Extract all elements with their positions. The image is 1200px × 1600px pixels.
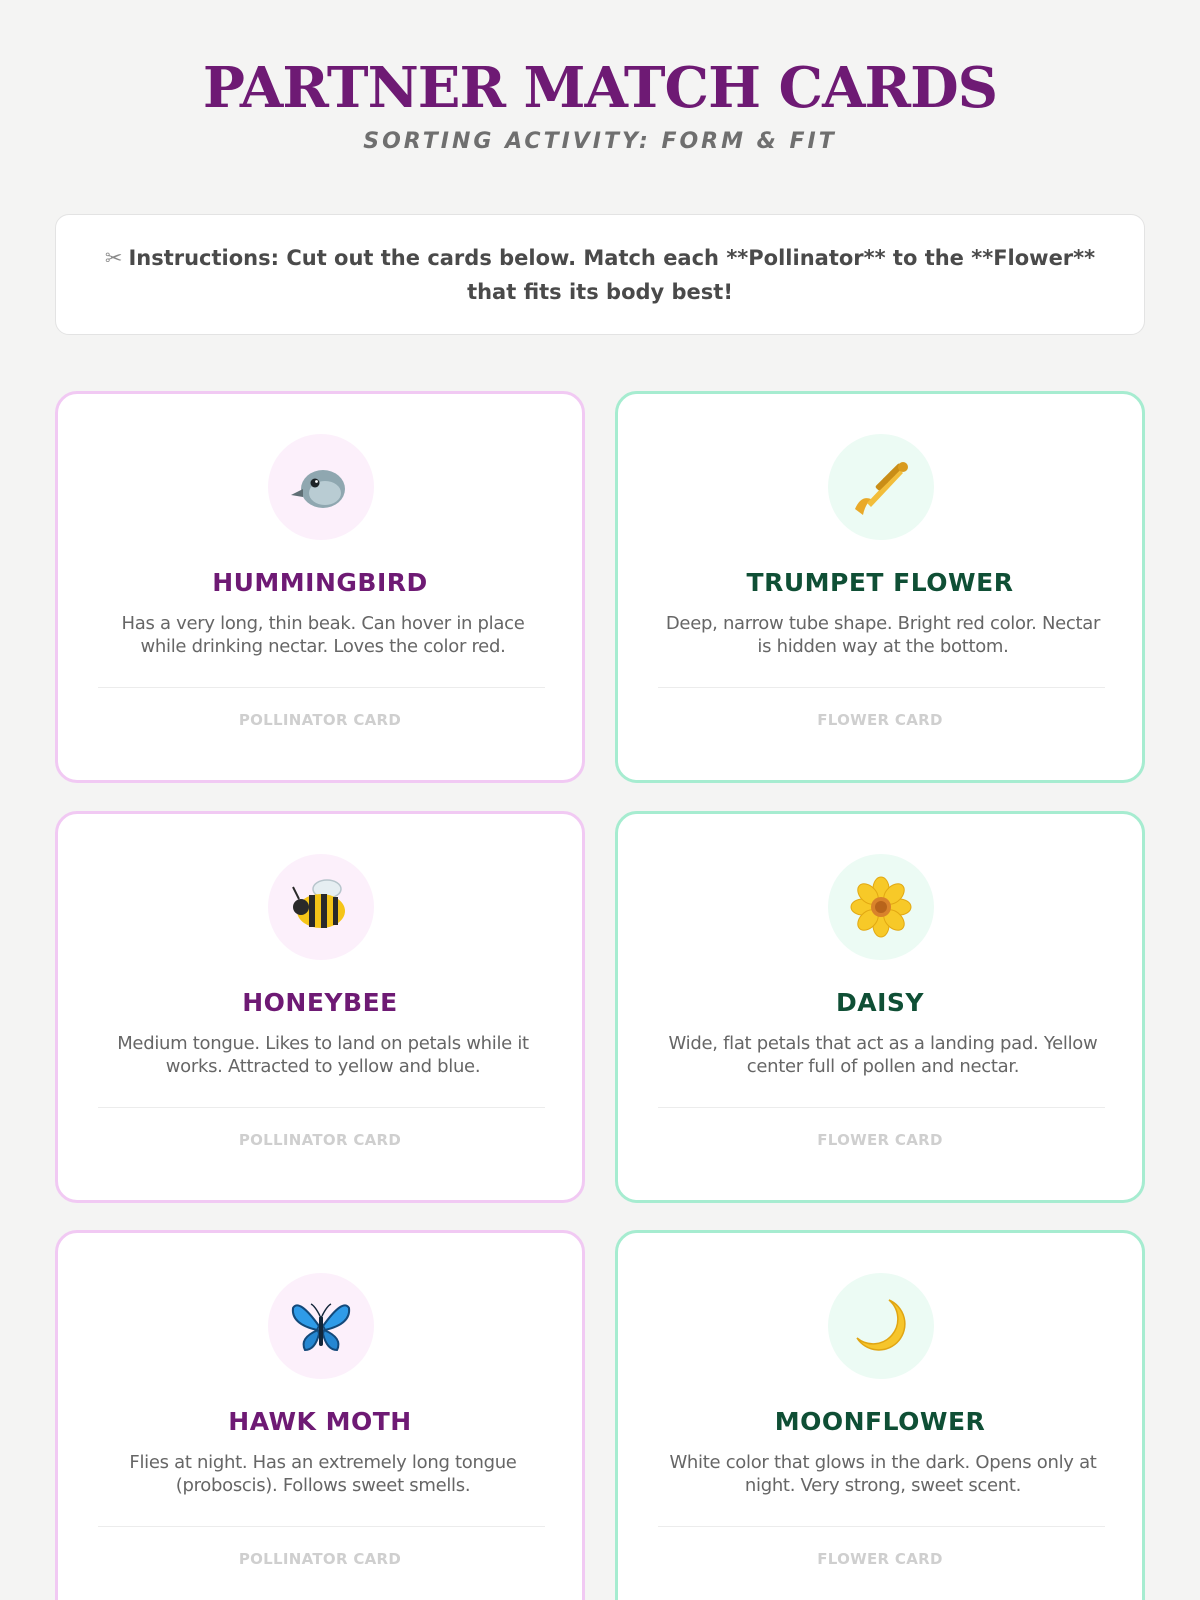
page-title: PARTNER MATCH CARDS	[202, 55, 998, 121]
card-icon-circle	[828, 434, 934, 540]
instructions-box	[55, 214, 1145, 335]
card-description: Deep, narrow tube shape. Bright red color. Nectar is hidden way at the bottom.	[665, 613, 1101, 657]
card-title: TRUMPET FLOWER	[746, 568, 1014, 597]
instructions-text: Instructions: Cut out the cards below. Match each **Pollinator** to the **Flower** that fits its body best!	[128, 245, 1096, 304]
card-type-label: FLOWER CARD	[817, 711, 943, 729]
card-type-label: FLOWER CARD	[817, 1550, 943, 1568]
card-divider	[658, 1107, 1105, 1108]
page-subtitle: SORTING ACTIVITY: FORM & FIT	[363, 129, 837, 154]
card-type-label: FLOWER CARD	[817, 1131, 943, 1149]
card-description: Flies at night. Has an extremely long tongue (proboscis). Follows sweet smells.	[129, 1452, 517, 1496]
flower-card-trumpet-flower[interactable]	[615, 391, 1145, 783]
card-icon-circle	[268, 854, 374, 960]
card-description: Wide, flat petals that act as a landing pad. Yellow center full of pollen and nectar.	[668, 1033, 1098, 1077]
butterfly-icon	[289, 1294, 353, 1358]
card-description: Medium tongue. Likes to land on petals while it works. Attracted to yellow and blue.	[117, 1033, 529, 1077]
crescent-moon-icon	[849, 1294, 913, 1358]
trumpet-icon	[849, 455, 913, 519]
card-divider	[658, 1526, 1105, 1527]
bee-icon	[289, 875, 353, 939]
card-icon-circle	[268, 434, 374, 540]
card-description: White color that glows in the dark. Opens only at night. Very strong, sweet scent.	[669, 1452, 1097, 1496]
scissors-icon: ✂	[104, 245, 123, 270]
card-type-label: POLLINATOR CARD	[238, 1550, 402, 1568]
flower-card-daisy[interactable]	[615, 811, 1145, 1203]
card-divider	[98, 1526, 545, 1527]
card-title: MOONFLOWER	[774, 1407, 986, 1436]
flower-card-moonflower[interactable]	[615, 1230, 1145, 1600]
card-divider	[98, 687, 545, 688]
pollinator-card-hawk-moth[interactable]	[55, 1230, 585, 1600]
card-type-label: POLLINATOR CARD	[238, 1131, 402, 1149]
card-description: Has a very long, thin beak. Can hover in place while drinking nectar. Loves the color red.	[121, 613, 525, 657]
card-title: DAISY	[835, 988, 924, 1017]
card-divider	[658, 687, 1105, 688]
card-icon-circle	[268, 1273, 374, 1379]
pollinator-card-hummingbird[interactable]	[55, 391, 585, 783]
card-title: HUMMINGBIRD	[212, 568, 428, 597]
daisy-icon	[849, 875, 913, 939]
card-title: HAWK MOTH	[228, 1407, 412, 1436]
card-icon-circle	[828, 1273, 934, 1379]
instructions-content	[90, 241, 1110, 309]
card-title: HONEYBEE	[242, 988, 398, 1017]
card-divider	[98, 1107, 545, 1108]
bird-icon	[289, 455, 353, 519]
pollinator-card-honeybee[interactable]	[55, 811, 585, 1203]
card-icon-circle	[828, 854, 934, 960]
card-type-label: POLLINATOR CARD	[238, 711, 402, 729]
